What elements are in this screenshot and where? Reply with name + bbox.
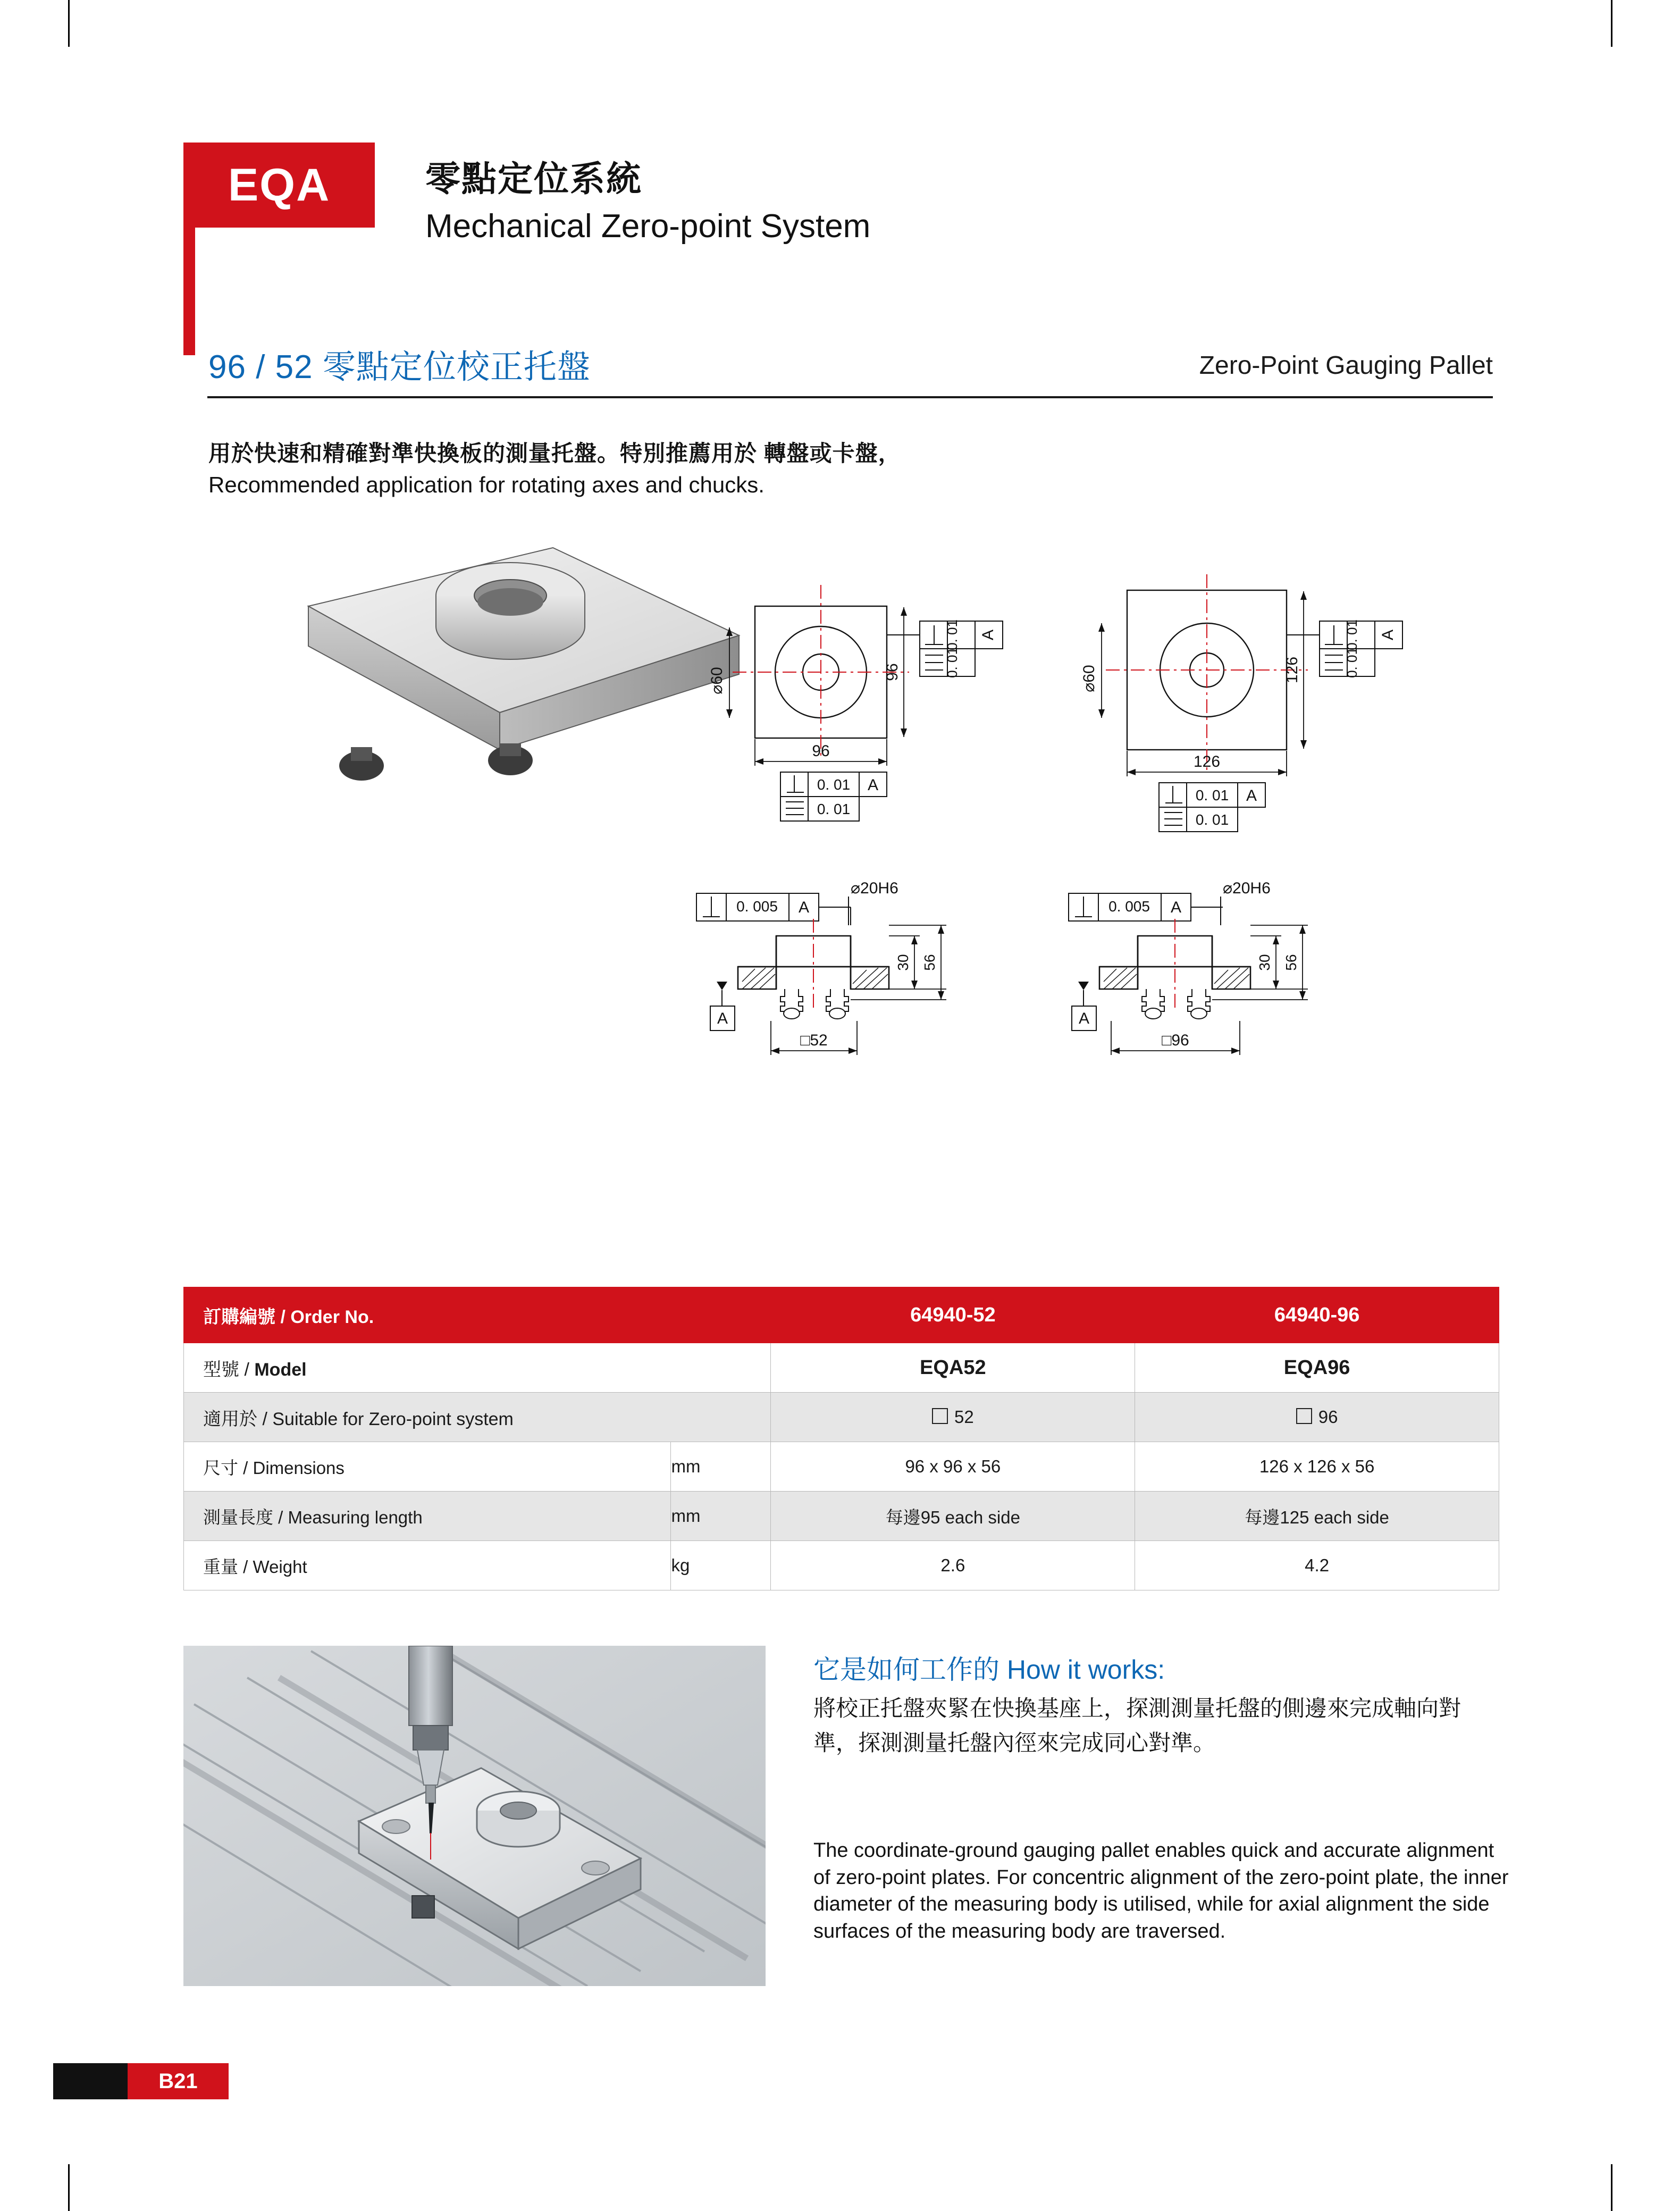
svg-text:0. 01: 0. 01	[1344, 647, 1360, 678]
cell-model-96: EQA96	[1135, 1343, 1499, 1393]
row-label-cn: 測量長度	[203, 1507, 273, 1527]
crop-mark-bottom-left	[68, 2164, 70, 2211]
intro-text-en: Recommended application for rotating axes and chucks.	[208, 472, 765, 497]
how-it-works-title: 它是如何工作的 How it works:	[813, 1655, 1165, 1685]
cell-weight-52: 2.6	[771, 1541, 1135, 1590]
header-title-cn: 零點定位系統	[425, 159, 642, 198]
row-label-en: Weight	[253, 1556, 307, 1577]
row-label-cn: 適用於	[203, 1409, 257, 1429]
how-it-works-cn: 將校正托盤夾緊在快換基座上，探測測量托盤的側邊來完成軸向對準，探測測量托盤內徑來完成同心對準。	[813, 1696, 1461, 1756]
svg-text:A: A	[1170, 899, 1182, 916]
svg-text:0. 01: 0. 01	[817, 776, 851, 793]
cell-suitable-52	[771, 1393, 1135, 1442]
square-symbol-icon	[1296, 1407, 1318, 1427]
svg-text:56: 56	[921, 954, 938, 971]
svg-text:96: 96	[812, 742, 830, 760]
svg-text:30: 30	[1256, 954, 1273, 971]
row-label-sep: /	[244, 1359, 255, 1380]
svg-text:0. 01: 0. 01	[1195, 787, 1229, 803]
svg-text:0. 01: 0. 01	[944, 647, 960, 678]
cell-dimensions-52: 96 x 96 x 56	[771, 1442, 1135, 1492]
dim-dia-left-top: ⌀60	[708, 667, 726, 694]
svg-text:126: 126	[1193, 753, 1221, 770]
square-symbol-icon	[932, 1407, 954, 1427]
svg-text:A: A	[867, 776, 879, 794]
eqa-badge-tail	[183, 228, 195, 355]
header-title-en: Mechanical Zero-point System	[425, 208, 871, 245]
page-title: 96 / 52 零點定位校正托盤	[208, 349, 591, 386]
row-label-cn: 型號	[203, 1359, 239, 1380]
table-row-suitable	[184, 1393, 1499, 1442]
cell-suitable-52-value: 52	[954, 1407, 974, 1427]
svg-text:0. 01: 0. 01	[817, 801, 851, 817]
svg-text:A: A	[1078, 1010, 1090, 1027]
cell-suitable-96-value: 96	[1318, 1407, 1338, 1427]
svg-text:0. 01: 0. 01	[1344, 619, 1360, 650]
title-divider	[207, 396, 1493, 398]
row-label-sep: /	[278, 1507, 288, 1527]
technical-drawings	[691, 574, 1499, 1234]
cell-order-no-96: 64940-96	[1135, 1287, 1499, 1343]
row-label-cn: 訂購編號	[203, 1306, 275, 1327]
svg-text:56: 56	[1283, 954, 1299, 971]
row-unit-measuring-length: mm	[671, 1492, 771, 1541]
row-label-en: Measuring length	[288, 1507, 423, 1527]
row-label-en: Dimensions	[253, 1458, 345, 1478]
application-photo	[183, 1646, 766, 1986]
table-row-measuring-length	[184, 1492, 1499, 1541]
row-unit-dimensions: mm	[671, 1442, 771, 1492]
table-row-order-no	[184, 1287, 1499, 1343]
svg-text:126: 126	[1283, 656, 1301, 684]
cell-suitable-96	[1135, 1393, 1499, 1442]
svg-text:⌀60: ⌀60	[1080, 665, 1098, 692]
table-row-weight	[184, 1541, 1499, 1590]
how-it-works-en: The coordinate-ground gauging pallet enables quick and accurate alignment of zero-point plates. For concentric alignment of the zero-point plate, the inner diameter of the measuring body is utilised, while for axial alignment the side surfaces of the measuring body are traversed.	[813, 1839, 1509, 1942]
svg-text:A: A	[979, 629, 997, 641]
svg-text:30: 30	[895, 954, 911, 971]
cell-measuring-length-52: 每邊95 each side	[771, 1492, 1135, 1541]
row-label-sep: /	[262, 1409, 273, 1429]
intro-text-cn: 用於快速和精確對準快換板的測量托盤。特別推薦用於 轉盤或卡盤，	[208, 441, 901, 466]
product-render	[298, 537, 750, 861]
svg-text:⌀20H6: ⌀20H6	[1223, 880, 1271, 897]
row-unit-weight: kg	[671, 1541, 771, 1590]
cell-model-52: EQA52	[771, 1343, 1135, 1393]
svg-text:A: A	[1379, 629, 1397, 641]
svg-text:□96: □96	[1162, 1032, 1189, 1049]
crop-mark-top-right	[1611, 0, 1612, 47]
cell-weight-96: 4.2	[1135, 1541, 1499, 1590]
cell-order-no-52: 64940-52	[771, 1287, 1135, 1343]
crop-mark-top-left	[68, 0, 70, 47]
row-label-cn: 重量	[203, 1556, 238, 1577]
row-label-cn: 尺寸	[203, 1458, 238, 1478]
svg-text:A: A	[798, 899, 810, 916]
svg-text:96: 96	[884, 663, 901, 681]
row-label-sep: /	[280, 1306, 291, 1327]
eqa-badge-label: EQA	[228, 159, 331, 211]
bore-label-left: ⌀20H6	[851, 880, 898, 897]
page-title-en: Zero-Point Gauging Pallet	[1199, 351, 1493, 380]
crop-mark-bottom-right	[1611, 2164, 1612, 2211]
cell-measuring-length-96: 每邊125 each side	[1135, 1492, 1499, 1541]
svg-text:0. 005: 0. 005	[1108, 898, 1150, 915]
page-number: B21	[158, 2069, 198, 2093]
row-label-en: Order No.	[290, 1306, 374, 1327]
svg-text:□52: □52	[800, 1032, 828, 1049]
row-label-en: Model	[254, 1359, 307, 1380]
row-label-sep: /	[243, 1556, 253, 1577]
spec-table	[183, 1287, 1499, 1590]
row-label-sep: /	[243, 1458, 253, 1478]
svg-text:A: A	[717, 1010, 728, 1027]
svg-text:0. 01: 0. 01	[1195, 811, 1229, 828]
svg-text:A: A	[1246, 787, 1257, 805]
table-row-dimensions	[184, 1442, 1499, 1492]
svg-text:0. 005: 0. 005	[736, 898, 778, 915]
svg-text:0. 01: 0. 01	[944, 619, 960, 650]
row-label-en: Suitable for Zero-point system	[272, 1409, 514, 1429]
table-row-model	[184, 1343, 1499, 1393]
cell-dimensions-96: 126 x 126 x 56	[1135, 1442, 1499, 1492]
